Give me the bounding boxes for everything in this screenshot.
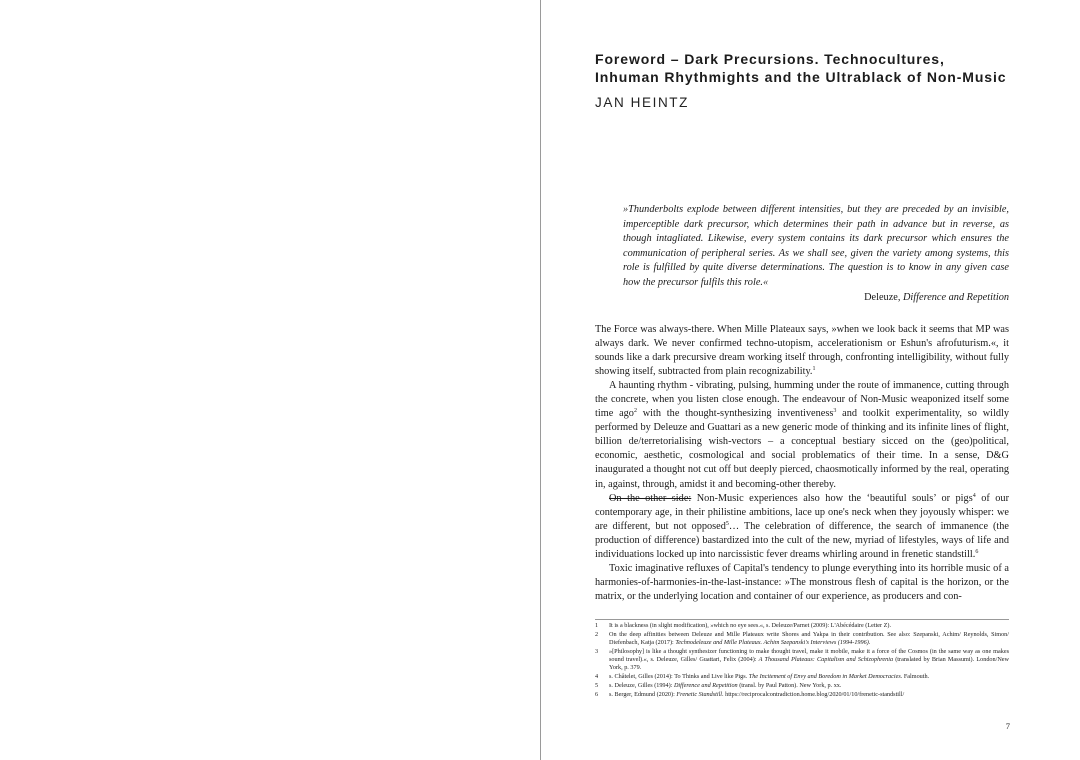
footnote-number: 5 [595, 681, 599, 689]
footnote-text-b: . Falmouth. [900, 672, 930, 680]
footnote-italic: The Incitement of Envy and Boredom in Market Democracies [748, 672, 901, 680]
right-page [541, 0, 1080, 760]
footnote-text [609, 631, 1009, 646]
chapter-heading [595, 50, 1035, 110]
body-paragraph-2-text-c: and toolkit experimentality, so wildly performed by Deleuze and Guattari as a new generic mode of thinking and its infinite lines of flight, billion de/terretorialising wish-vectors – a conceptual bestiary sicced on the (geo)political, economic, aesthetic, cosmological and social problematics of their time. In a sense, D&G inaugurated a thought not cut off but deeply pierced, chaosmotically informed by the real, operating in, against, through, amidst it and becoming-other thereby. [595, 408, 1010, 490]
footnote-4 [595, 673, 1009, 681]
footnote-ref-4[interactable]: 4 [972, 492, 976, 499]
footnote-text-a: »[Philosophy] is like a thought synthesizer functioning to make thought travel, make it mobile, make it a force of the Cosmos (in the same way as one makes sound travel).«, s. Deleuze, Gilles/ Guattari, Felix (2004): [609, 648, 1009, 663]
footnote-text-a: s. Deleuze, Gilles (1994): [609, 681, 674, 689]
footnote-text [609, 691, 1009, 699]
footnote-text-a: s. Châtelet, Gilles (2014): To Thinks and Live like Pigs. [609, 672, 749, 680]
footnote-2 [595, 631, 1009, 646]
footnote-ref-2[interactable]: 2 [633, 408, 637, 415]
footnote-text-b: (translated by Brian Massumi). London/New York, p. 379. [609, 655, 1009, 671]
footnote-italic: Difference and Repetition [673, 681, 738, 689]
epigraph-source-author: Deleuze, [864, 291, 901, 303]
footnote-6 [595, 691, 1009, 699]
footnote-number: 4 [595, 672, 599, 680]
footnotes [595, 622, 1009, 700]
body-paragraph-2-text-a: A haunting rhythm - vibrating, pulsing, humming under the route of immanence, cutting through the concrete, when you listen close enough. The endeavour of Non-Music weaponized itself some time ago [595, 380, 1009, 420]
footnote-number: 2 [595, 631, 599, 639]
page-number: 7 [1005, 721, 1010, 731]
footnote-text [609, 673, 1009, 681]
footnote-3 [595, 648, 1009, 671]
epigraph [623, 203, 1009, 305]
footnote-text-b: . [868, 638, 871, 646]
footnote-text-a: On the deep affinities between Deleuze and Mille Plateaux write Shores and Yakpa in their contribution. See also: Szepanski, Achim/ Reynolds, Simon/ Diefenbach, Katja (2017): [609, 631, 1009, 646]
footnote-5 [595, 682, 1009, 690]
struck-phrase: On the other side: [609, 492, 692, 504]
footnote-number: 6 [595, 691, 599, 699]
footnote-ref-6[interactable]: 6 [975, 548, 979, 555]
footnote-link[interactable]: . https://reciprocalcontradiction.home.blog/2020/01/10/frenetic-standstill/ [722, 691, 905, 699]
footnote-number: 3 [595, 648, 599, 656]
body-paragraph-1 [595, 323, 1009, 379]
body-paragraph-2-text-b: with the thought-synthesizing inventiveness [636, 408, 834, 420]
footnote-number: 1 [595, 622, 599, 629]
body-paragraph-1-text: The Force was always-there. When Mille Plateaux says, »when we look back it seems that MP was always dark. We never confirmed techno-utopism, accelerationism or Eshun's afrofuturism.«, it sounds like a dark precursive dream working itself through, confronting intelligibility, without fully showing itself, subtracted from plain recognizability. [595, 324, 1009, 378]
footnote-text [609, 648, 1009, 671]
chapter-author: JAN HEINTZ [595, 95, 690, 110]
epigraph-quote: »Thunderbolts explode between different intensities, but they are preceded by an invisible, imperceptible dark precursor, which determines their path in advance but in reverse, as though intagliated. Likewise, every system contains its dark precursor which ensures the communication of peripheral series. As we shall see, given the variety among systems, this role is fulfilled by quite diverse determinations. The question is to know in any given case how the precursor fulfils this role.« [623, 204, 1009, 288]
body-paragraph-3-text-a: Non-Music experiences also how the ‘beautiful souls’ or pigs [691, 492, 973, 504]
body-paragraph-4: Toxic imaginative refluxes of Capital's tendency to plunge everything into its horrible music of a harmonies-of-harmonies-in-the-last-instance: »The monstrous flesh of capital is the horizon, or the matrix, or the underlying location and container of our experience, as producers and con- [595, 562, 1009, 602]
body-text [595, 323, 1009, 604]
footnote-text: It is a blackness (in slight modification), »which no eye sees.«, s. Deleuze/Parnet (2009): L'Abécédaire (Letter Z). [609, 622, 892, 629]
epigraph-source [623, 291, 1009, 306]
body-paragraph-2 [595, 379, 1009, 491]
chapter-title-line-2: Inhuman Rhythmights and the Ultrablack of Non-Music [595, 69, 1007, 85]
chapter-title-line-1: Foreword – Dark Precursions. Technocultures, [595, 51, 945, 67]
footnote-italic: Technodeleuze and Mille Plateaux. Achim Szepanski's Interviews (1994-1996) [675, 638, 869, 646]
body-paragraph-3-text-b: of our contemporary age, in their philistine ambitions, lace up one's neck when they joyously whisper: we are different, but not opposed [595, 492, 1009, 532]
footnote-ref-5[interactable]: 5 [725, 520, 729, 527]
footnote-text-a: s. Berger, Edmund (2020): [609, 691, 677, 699]
footnote-ref-1[interactable]: 1 [812, 366, 816, 373]
footnote-text-b: (transl. by Paul Patton). New York, p. xx. [737, 681, 842, 689]
footnote-1 [595, 622, 1009, 630]
body-paragraph-3 [595, 492, 1009, 562]
footnote-ref-3[interactable]: 3 [833, 408, 837, 415]
footnote-italic: A Thousand Plateaus: Capitalism and Schizophrenia [758, 655, 894, 663]
footnote-text [609, 682, 1009, 690]
body-paragraph-3-text-c: … The celebration of difference, the search of immanence (the production of difference) bastardized into the cult of the new, myriad of lifestyles, ways of life and individuations locked up into narcissistic fever dreams whirling around in frenetic standstill. [595, 520, 1009, 560]
footnote-rule [595, 619, 1009, 620]
epigraph-source-title: Difference and Repetition [903, 291, 1009, 303]
footnote-italic: Frenetic Standstill [676, 691, 723, 699]
